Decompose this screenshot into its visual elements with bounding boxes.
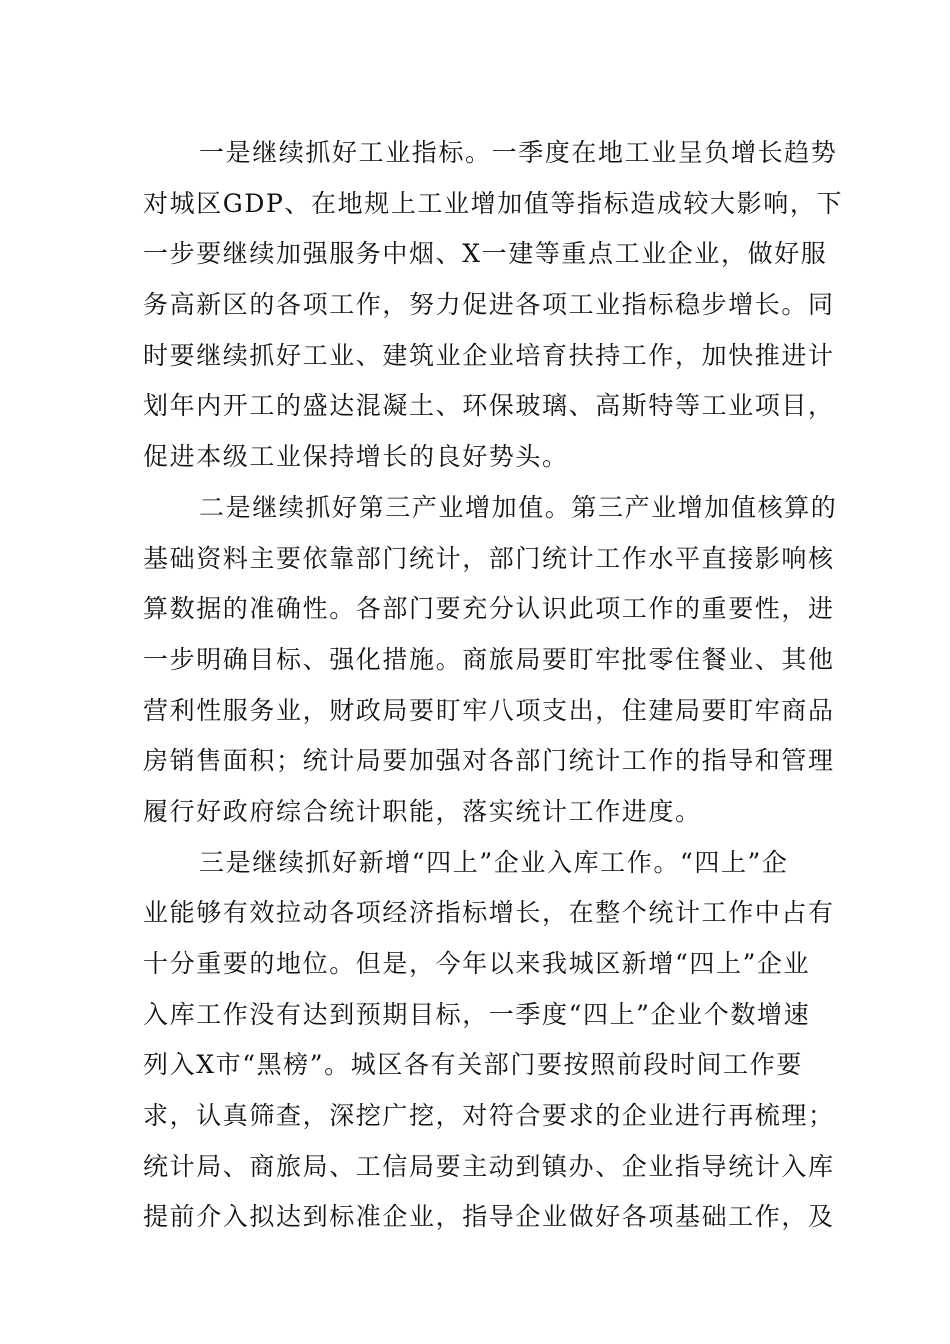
paragraph-1-line-1: 一是继续抓好工业指标。一季度在地工业呈负增长趋势 xyxy=(199,138,838,167)
paragraph-2-line-6: 房销售面积；统计局要加强对各部门统计工作的指导和管理 xyxy=(143,746,835,776)
paragraph-1-line-4: 务高新区的各项工作，努力促进各项工业指标稳步增长。同 xyxy=(143,290,835,320)
paragraph-2-line-7: 履行好政府综合统计职能，落实统计工作进度。 xyxy=(143,796,702,826)
paragraph-1-line-6: 划年内开工的盛达混凝土、环保玻璃、高斯特等工业项目， xyxy=(143,391,835,421)
document-body xyxy=(143,128,844,1243)
paragraph-3-line-6: 求，认真筛查，深挖广挖，对符合要求的企业进行再梳理； xyxy=(143,1101,835,1131)
paragraph-2-line-5: 营利性服务业，财政局要盯牢八项支出，住建局要盯牢商品 xyxy=(143,695,835,725)
paragraph-1-line-3: 一步要继续加强服务中烟、X一建等重点工业企业，做好服 xyxy=(143,239,828,269)
paragraph-3-line-7: 统计局、商旅局、工信局要主动到镇办、企业指导统计入库 xyxy=(143,1151,835,1181)
paragraph-3-line-5: 列入X市“黑榜”。城区各有关部门要按照前段时间工作要 xyxy=(143,1050,803,1080)
paragraph-3-line-2: 业能够有效拉动各项经济指标增长，在整个统计工作中占有 xyxy=(143,898,835,928)
paragraph-3-line-1: 三是继续抓好新增“四上”企业入库工作。“四上”企 xyxy=(199,847,789,877)
paragraph-1-line-2: 对城区GDP、在地规上工业增加值等指标造成较大影响，下 xyxy=(143,188,844,218)
paragraph-3-line-3: 十分重要的地位。但是，今年以来我城区新增“四上”企业 xyxy=(143,949,811,978)
paragraph-3-line-8: 提前介入拟达到标准企业，指导企业做好各项基础工作，及 xyxy=(143,1202,835,1232)
paragraph-2-line-4: 一步明确目标、强化措施。商旅局要盯牢批零住餐业、其他 xyxy=(143,644,835,674)
paragraph-3-line-4: 入库工作没有达到预期目标，一季度“四上”企业个数增速 xyxy=(143,999,811,1029)
paragraph-1-line-7: 促进本级工业保持增长的良好势头。 xyxy=(143,442,569,472)
paragraph-1-line-5: 时要继续抓好工业、建筑业企业培育扶持工作，加快推进计 xyxy=(143,340,835,370)
paragraph-2-line-1: 二是继续抓好第三产业增加值。第三产业增加值核算的 xyxy=(199,492,838,522)
paragraph-2-line-2: 基础资料主要依靠部门统计，部门统计工作水平直接影响核 xyxy=(143,543,835,573)
paragraph-2-line-3: 算数据的准确性。各部门要充分认识此项工作的重要性，进 xyxy=(143,594,835,624)
